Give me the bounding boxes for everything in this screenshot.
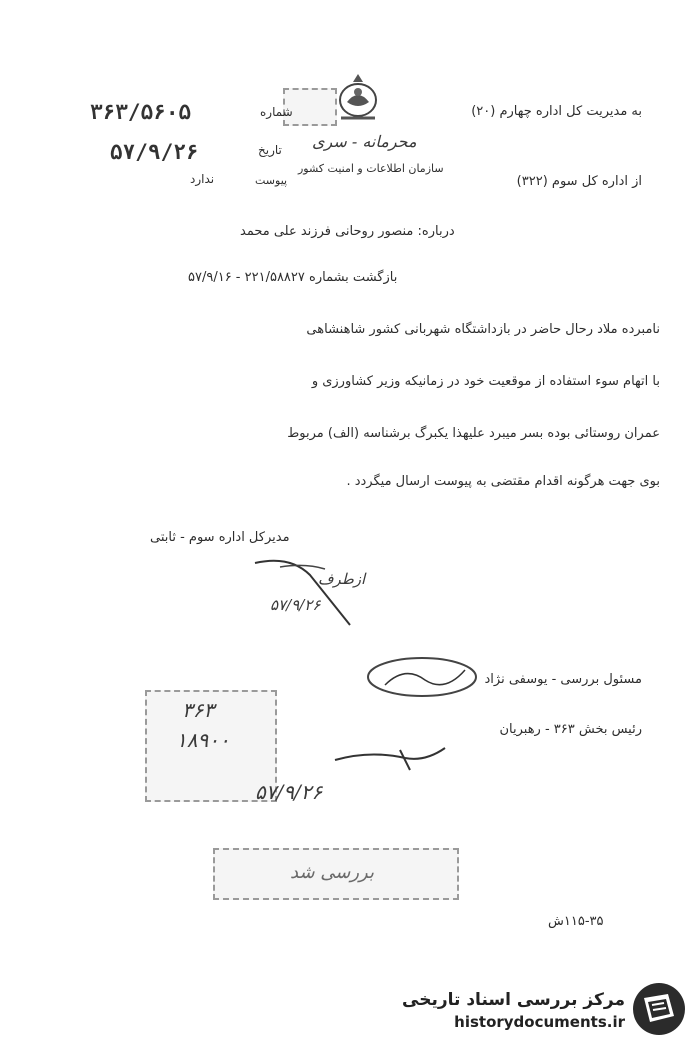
body-line-3: عمران روستائی بوده بسر میبرد علیهذا یکبرگ برشناسه (الف) مربوط	[287, 426, 660, 441]
section-chief: رئیس بخش ۳۶۳ - رهبریان	[499, 722, 642, 737]
reviewer-label: مسئول بررسی - یوسفی نژاد	[484, 672, 642, 687]
footer-org-name: مرکز بررسی اسناد تاریخی	[402, 990, 625, 1010]
footer-logo-icon	[630, 980, 688, 1038]
signature-handwritten-date: ۵۷/۹/۲۶	[270, 596, 321, 614]
letter-number: ۳۶۳/۵۶۰۵	[90, 100, 192, 124]
recipient-line: به مدیریت کل اداره چهارم (۲۰)	[471, 104, 642, 119]
page-code: ۱۱۵-۳۵ش	[548, 914, 604, 929]
from-line: از اداره کل سوم (۳۲۲)	[516, 174, 642, 189]
receipt-stamp-line-1: ۳۶۳	[182, 698, 215, 722]
receipt-stamp-line-2: ۱۸۹۰۰	[176, 728, 230, 752]
footer-website[interactable]: historydocuments.ir	[454, 1013, 625, 1031]
classification-mark: محرمانه - سری	[312, 132, 417, 151]
signature-scribble	[250, 555, 370, 635]
subject-line: درباره: منصور روحانی فرزند علی محمد	[240, 224, 455, 239]
number-label: شماره	[260, 105, 293, 119]
emblem-icon	[333, 70, 383, 128]
reviewer-signature-oval	[365, 655, 480, 700]
receipt-stamp-line-3: ۵۷/۹/۲۶	[255, 780, 323, 804]
signature-handwritten-from: ازطرف	[318, 570, 366, 588]
letter-date: ۵۷/۹/۲۶	[110, 140, 199, 164]
body-line-1: نامبرده ملاد رحال حاضر در بازداشتگاه شهربانی کشور شاهنشاهی	[306, 322, 660, 337]
attachment-label: پیوست	[255, 174, 288, 187]
body-line-2: با اتهام سوء استفاده از موقعیت خود در زمانیکه وزیر کشاورزی و	[311, 374, 660, 389]
body-line-4: بوی جهت هرگونه اقدام مقتضی به پیوست ارسال میگردد .	[346, 474, 660, 489]
attachment-value: ندارد	[190, 172, 215, 186]
organization-name: سازمان اطلاعات و امنیت کشور	[298, 162, 444, 175]
date-label: تاریخ	[258, 143, 282, 157]
bottom-stamp-text: بررسی شد	[290, 862, 374, 883]
reference-line: بازگشت بشماره ۲۲۱/۵۸۸۲۷ - ۵۷/۹/۱۶	[188, 270, 398, 285]
signature-title: مدیرکل اداره سوم - ثابتی	[150, 530, 290, 545]
section-chief-signature	[330, 740, 450, 775]
